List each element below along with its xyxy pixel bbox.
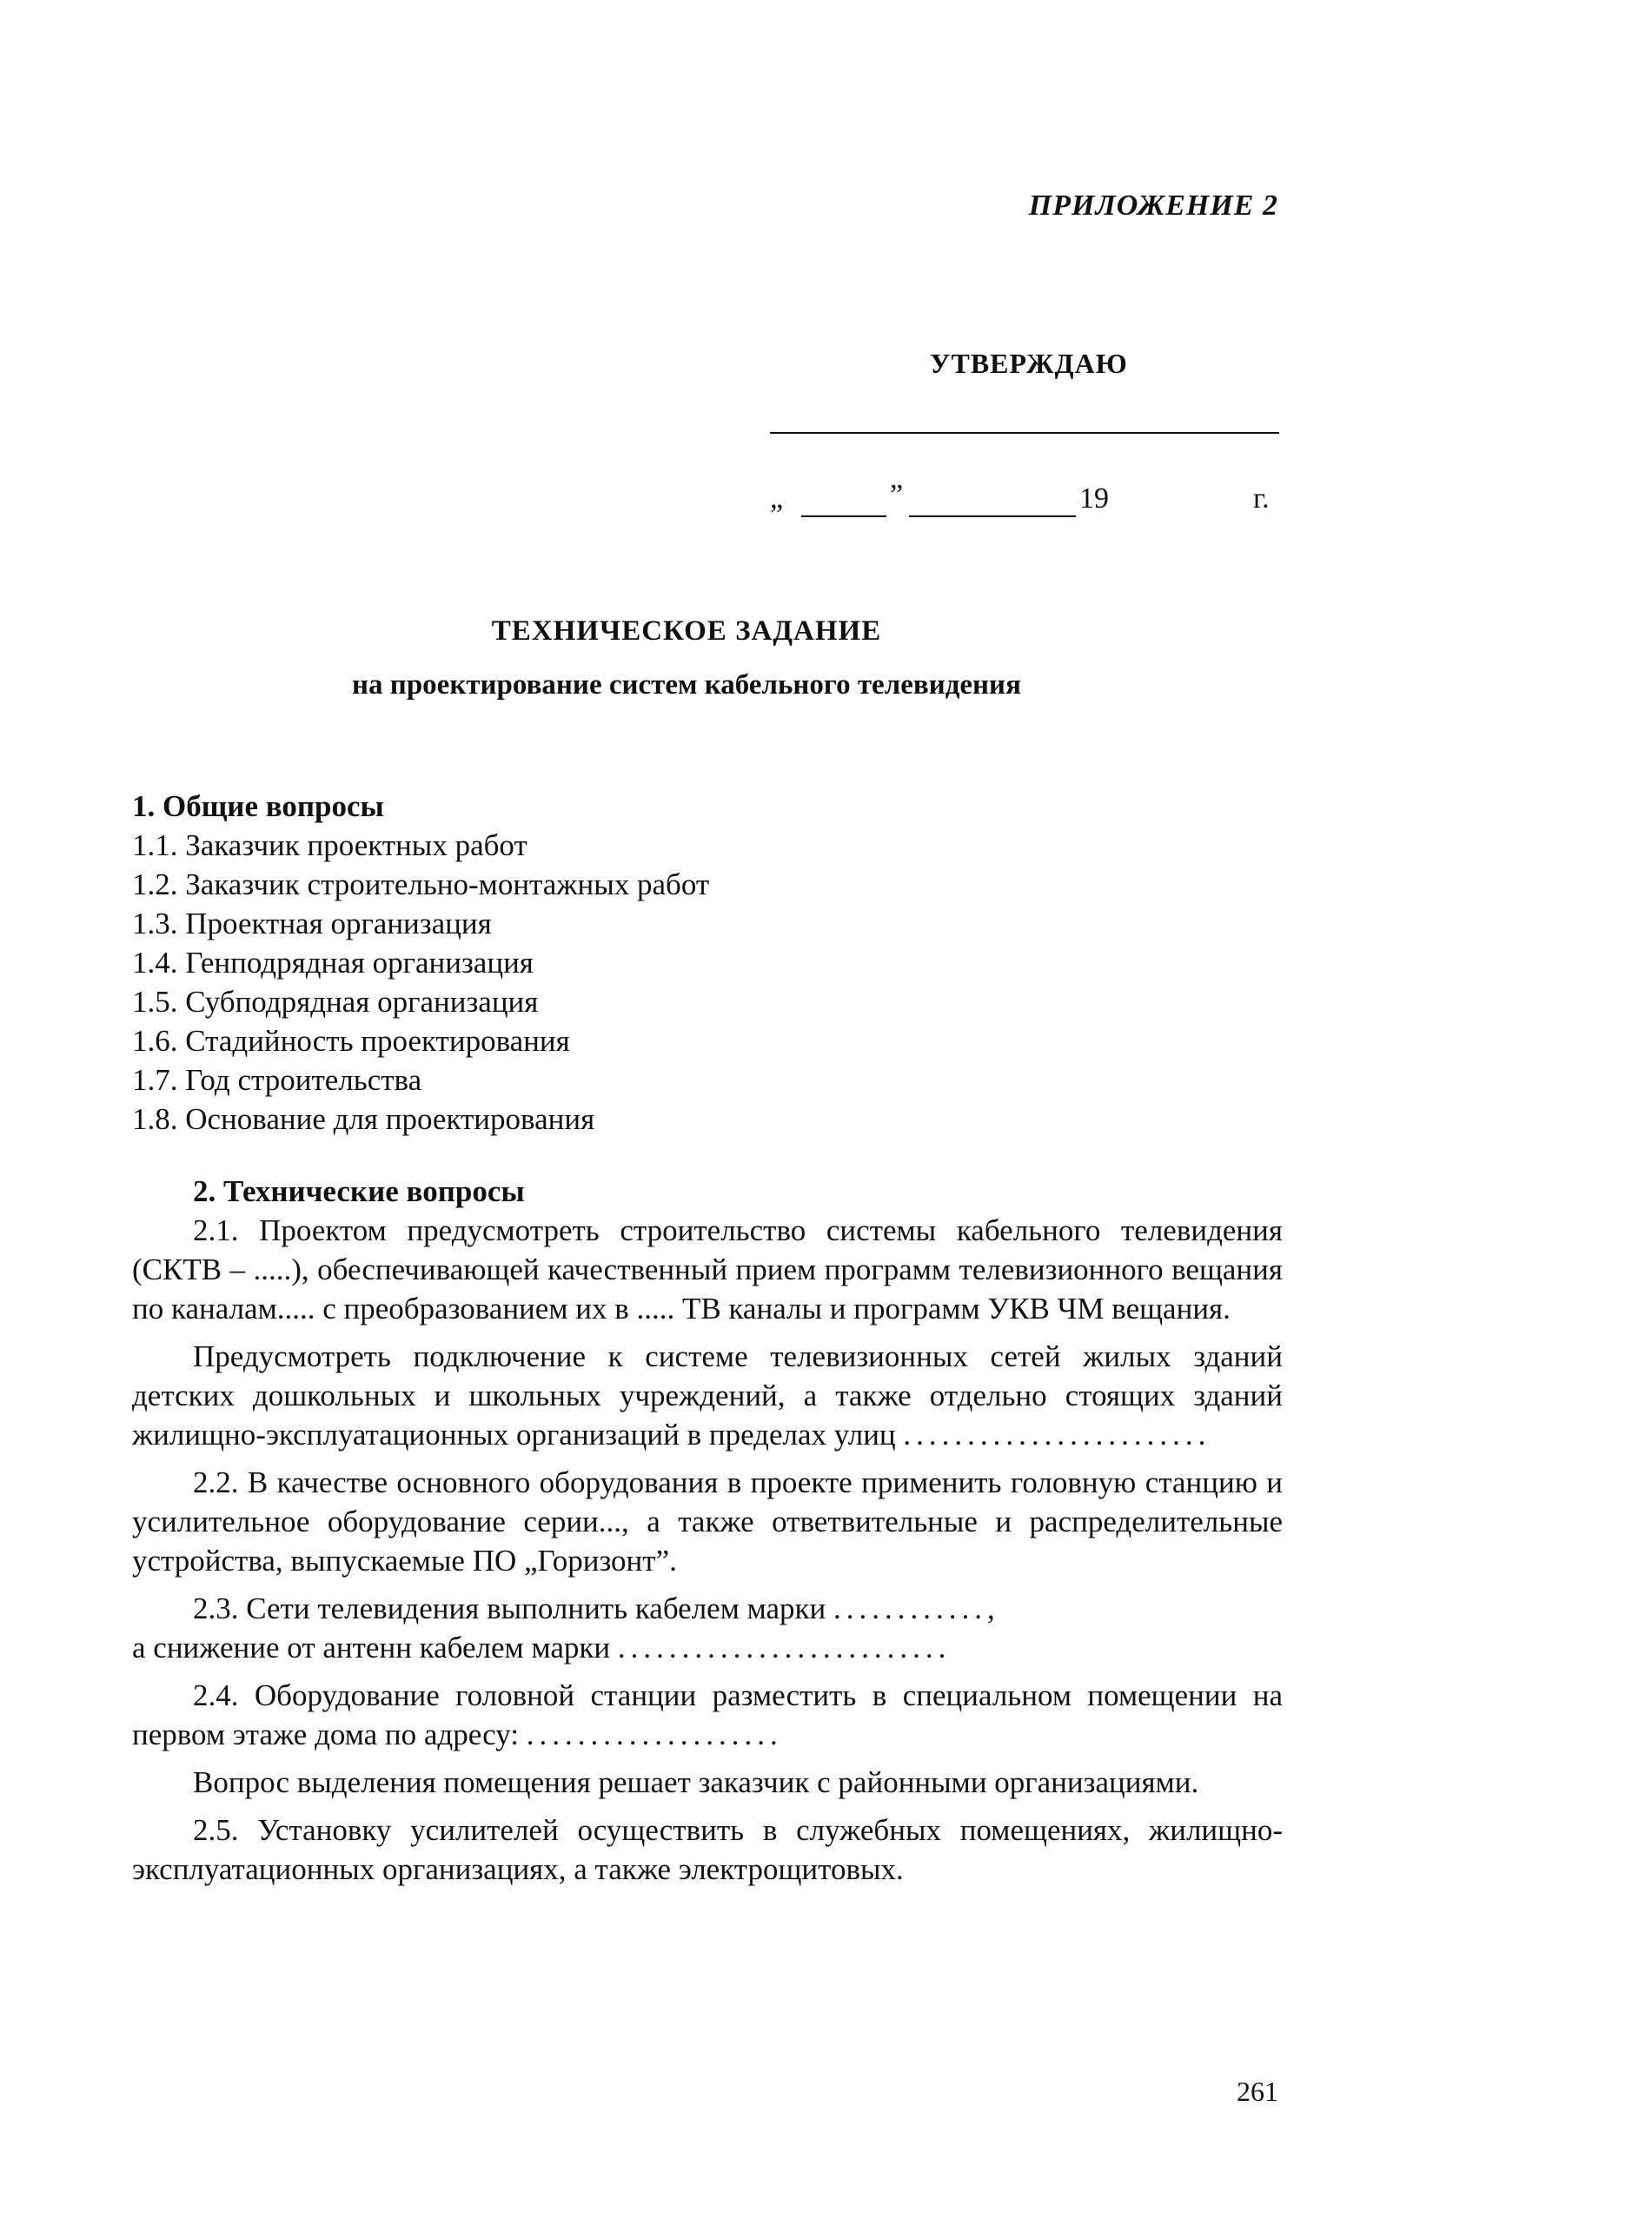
paragraph-text: 2.3. Сети телевидения выполнить кабелем марки [193, 1591, 826, 1625]
approval-date-row [770, 479, 1283, 526]
approve-stamp: УТВЕРЖДАЮ [930, 348, 1128, 379]
list-item: 1.2. Заказчик строительно-монтажных работ [132, 867, 710, 901]
paragraph-2-2: 2.2. В качестве основного оборудования в проекте применить головную станцию и усилительное оборудование серии..., а также ответвительные и распределительные устройства, выпускаемые ПО „Горизонт”. [132, 1465, 1283, 1578]
paragraph-connection [132, 1337, 1283, 1454]
paragraph-2-1: 2.1. Проектом предусмотреть строительство системы кабельного телевидения (СКТВ – .....), обеспечивающей качественный прием программ телевизионного вещания по каналам..... с преобразованием их в ..... ТВ каналы и программ УКВ ЧМ вещания. [132, 1213, 1283, 1326]
signature-line [770, 432, 1279, 434]
paragraph-2-4 [132, 1676, 1283, 1754]
section-2-heading: 2. Технические вопросы [193, 1174, 525, 1208]
day-blank-line [801, 515, 886, 517]
paragraph-room: Вопрос выделения помещения решает заказчик с районными организациями. [193, 1765, 1199, 1799]
date-open-quote: „ [770, 482, 784, 515]
list-item: 1.4. Генподрядная организация [132, 946, 534, 980]
paragraph-text: 2.4. Оборудование головной станции разместить в специальном помещении на первом этаже дома по адресу: [132, 1678, 1283, 1751]
fill-in-leader: .................... [526, 1718, 783, 1751]
list-item: 1.3. Проектная организация [132, 907, 492, 940]
fill-in-leader: .......................... [617, 1631, 952, 1665]
date-year: 19 [1079, 482, 1109, 515]
appendix-label: ПРИЛОЖЕНИЕ 2 [1028, 189, 1278, 222]
fill-in-leader: ........................ [903, 1418, 1211, 1452]
list-item: 1.1. Заказчик проектных работ [132, 828, 527, 862]
fill-in-leader: ............, [833, 1591, 1000, 1625]
list-item: 1.6. Стадийность проектирования [132, 1024, 570, 1058]
list-item: 1.8. Основание для проектирования [132, 1102, 595, 1136]
date-close-quote: ” [890, 479, 904, 511]
document-body [132, 787, 1283, 1889]
document-subtitle: на проектирование систем кабельного телевидения [352, 669, 1021, 701]
paragraph-2-3 [132, 1589, 1283, 1667]
page-number: 261 [1237, 2076, 1278, 2107]
list-item: 1.7. Год строительства [132, 1063, 422, 1097]
section-1-heading: 1. Общие вопросы [132, 789, 384, 823]
paragraph-text: а снижение от антенн кабелем марки [132, 1631, 611, 1665]
document-title: ТЕХНИЧЕСКОЕ ЗАДАНИЕ [491, 615, 882, 647]
list-item: 1.5. Субподрядная организация [132, 985, 539, 1019]
date-suffix: г. [1253, 482, 1270, 515]
paragraph-2-5: 2.5. Установку усилителей осуществить в служебных помещениях, жилищно-эксплуатационных организациях, а также электрощитовых. [132, 1813, 1283, 1886]
month-blank-line [909, 515, 1076, 517]
paragraph-text: Предусмотреть подключение к системе телевизионных сетей жилых зданий детских дошкольных и школьных учреждений, а также отдельно стоящих зданий жилищно-эксплуатационных организаций в пределах улиц [132, 1339, 1283, 1452]
